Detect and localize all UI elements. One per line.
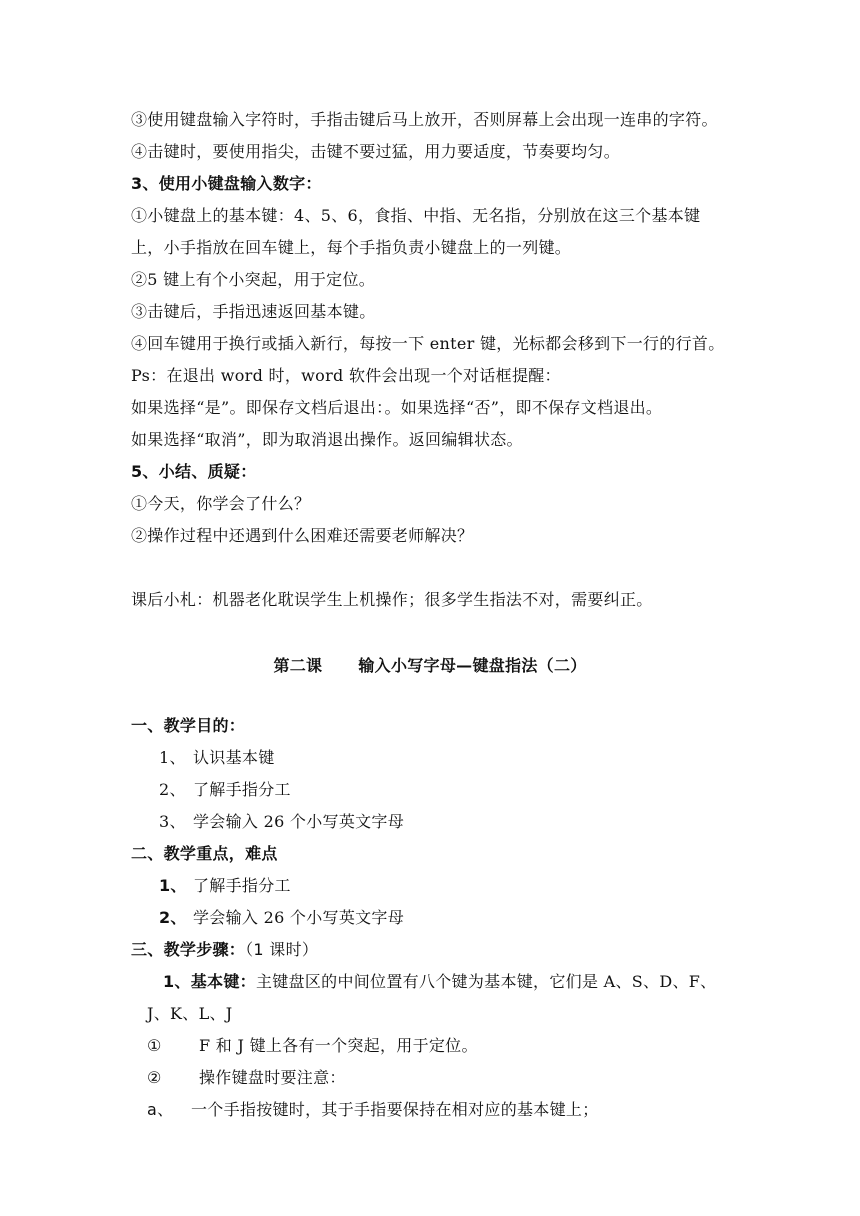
paragraph-line: ②操作过程中还遇到什么困难还需要老师解决？ [131, 526, 474, 545]
list-text: 了解手指分工 [193, 780, 291, 799]
sub-letter: a、 [147, 1100, 174, 1119]
sub-text: 一个手指按键时，其于手指要保持在相对应的基本键上； [191, 1100, 599, 1119]
paragraph-line: ②5 键上有个小突起，用于定位。 [131, 270, 376, 289]
lesson-number: 第二课 [273, 656, 323, 675]
paragraph-line: ①今天，你学会了什么？ [131, 494, 311, 513]
lesson-title [0, 656, 860, 676]
section-heading: 5、小结、质疑： [131, 462, 257, 481]
list-number: 3、 [159, 812, 186, 831]
paragraph-line: 如果选择“是”。即保存文档后退出：。如果选择“否”，即不保存文档退出。 [131, 398, 663, 417]
sub-number: ① [147, 1036, 162, 1055]
list-item [159, 876, 291, 896]
paragraph-line: ④击键时，要使用指尖，击键不要过猛，用力要适度，节奏要均匀。 [131, 142, 621, 161]
sub-number: ② [147, 1068, 162, 1087]
list-number: 2、 [159, 780, 186, 799]
paragraph-line: ③使用键盘输入字符时，手指击键后马上放开，否则屏幕上会出现一连串的字符。 [131, 110, 718, 129]
sub-text: F 和 J 键上各有一个突起，用于定位。 [199, 1036, 478, 1055]
step-label: 1、基本键： [163, 972, 256, 991]
sub-text: 操作键盘时要注意： [199, 1068, 346, 1087]
list-text: 学会输入 26 个小写英文字母 [193, 812, 405, 831]
paragraph-line: ①小键盘上的基本键：4、5、6，食指、中指、无名指，分别放在这三个基本键 [131, 206, 701, 225]
section-heading: 3、使用小键盘输入数字： [131, 174, 322, 193]
paragraph-line: Ps：在退出 word 时，word 软件会出现一个对话框提醒： [131, 366, 561, 385]
list-number: 1、 [159, 748, 186, 767]
lesson-topic: 输入小写字母—键盘指法（二） [358, 656, 587, 675]
step-text: 主键盘区的中间位置有八个键为基本键，它们是 A、S、D、F、 [255, 972, 717, 991]
goals-heading: 一、教学目的： [131, 716, 246, 735]
paragraph-line: ③击键后，手指迅速返回基本键。 [131, 302, 376, 321]
list-text: 了解手指分工 [193, 876, 291, 895]
list-item [159, 812, 404, 832]
paragraph-line: 如果选择“取消”，即为取消退出操作。返回编辑状态。 [131, 430, 523, 449]
steps-heading-text: 三、教学步骤： [131, 940, 246, 959]
step-line [163, 972, 716, 992]
list-item [159, 748, 275, 768]
list-text: 学会输入 26 个小写英文字母 [193, 908, 405, 927]
sub-item [147, 1100, 599, 1120]
list-item [159, 780, 291, 800]
paragraph-line: ④回车键用于换行或插入新行，每按一下 enter 键，光标都会移到下一行的行首。 [131, 334, 725, 353]
sub-item [147, 1036, 478, 1056]
sub-item [147, 1068, 346, 1088]
paragraph-line: 上，小手指放在回车键上，每个手指负责小键盘上的一列键。 [131, 238, 572, 257]
list-text: 认识基本键 [193, 748, 275, 767]
after-class-note: 课后小札：机器老化耽误学生上机操作；很多学生指法不对，需要纠正。 [131, 590, 653, 609]
steps-heading [131, 940, 318, 960]
list-item [159, 908, 404, 928]
step-line-continued: J、K、L、J [147, 1004, 233, 1023]
list-number: 1、 [159, 876, 187, 895]
steps-duration: （1 课时） [245, 940, 319, 959]
key-points-heading: 二、教学重点，难点 [131, 844, 278, 863]
list-number: 2、 [159, 908, 187, 927]
